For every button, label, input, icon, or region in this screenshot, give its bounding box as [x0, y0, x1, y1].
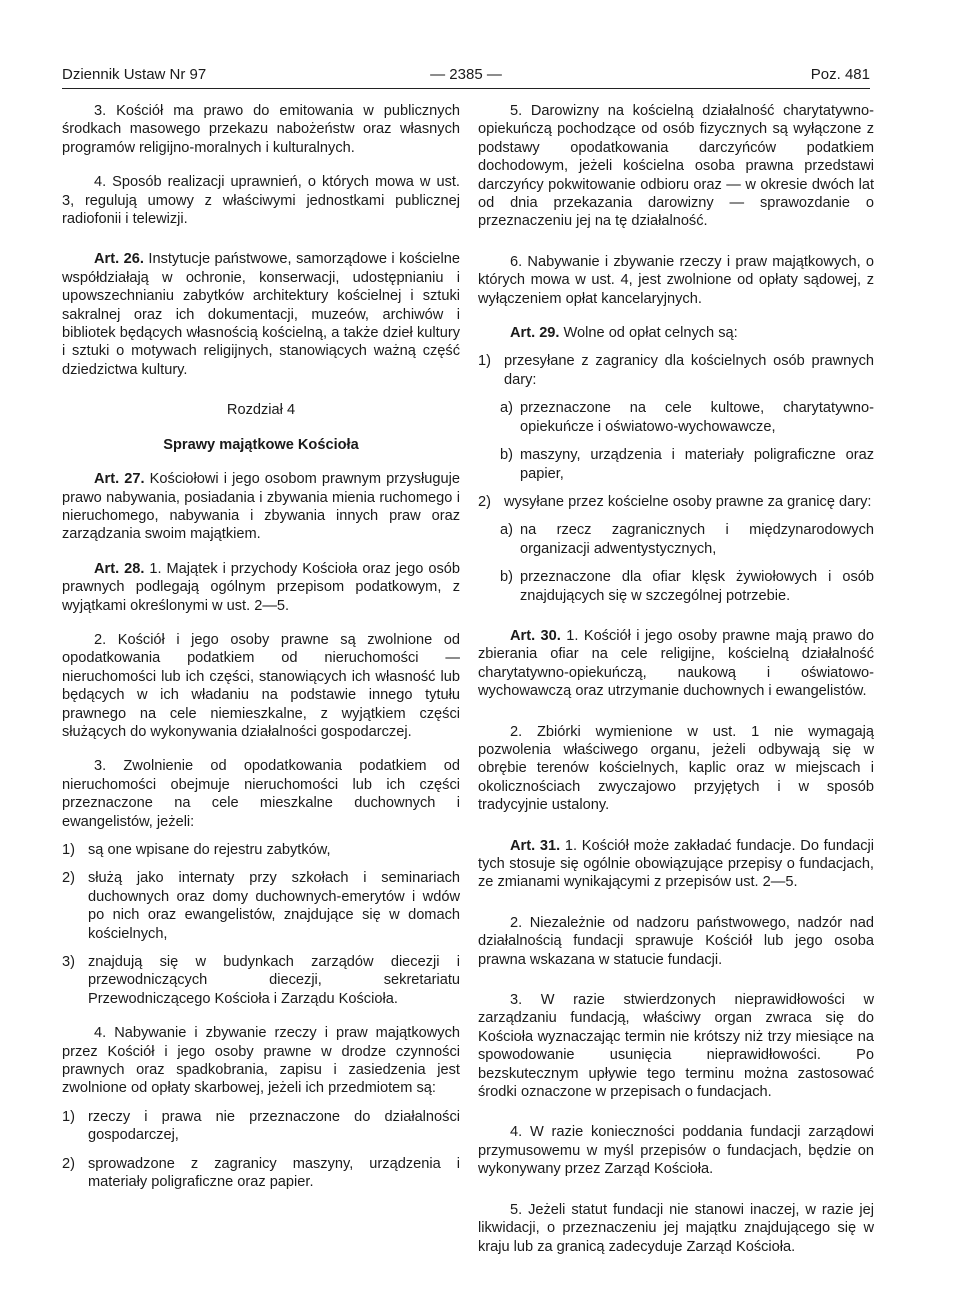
- item-text: rzeczy i prawa nie przeznaczone do działalności gospodarczej,: [88, 1108, 460, 1144]
- item-text: przeznaczone na cele kultowe, charytatywno-opiekuńcze i oświatowo-wychowawcze,: [520, 400, 874, 435]
- art26-label: Art. 26.: [94, 251, 144, 268]
- art30-par1-text: 1. Kościół i jego osoby prawne mają prawo do zbierania ofiar na cele religijne, kościelną działalność charytatywno-opiekuńczą, naukową i oświatowo-wychowawczą oraz utrzymanie duchownych i ewangelistów.: [478, 627, 874, 700]
- list-item: [478, 446, 874, 483]
- art28-par5: 5. Darowizny na kościelną działalność charytatywno-opiekuńczą pochodzące od osób fizycznych są wyłączone z podstawy opodatkowania darczyńców podatkiem dochodowym, jeżeli kościelna osoba prawna przedstawi darczyńcy pokwitowanie odbioru oraz — w okresie dwóch lat od dnia przekazania darowizny — sprawozdanie o przeznaczeniu jej na tę działalność.: [478, 103, 874, 230]
- art28-label: Art. 28.: [94, 560, 145, 577]
- art26: [62, 250, 460, 379]
- art29: [478, 324, 874, 342]
- item-text: przeznaczone dla ofiar klęsk żywiołowych i osób znajdujących się w szczególnej potrzebie.: [520, 569, 874, 604]
- item-text: sprowadzone z zagranicy maszyny, urządzenia i materiały poligraficzne oraz papier.: [88, 1155, 460, 1191]
- item-number: 2): [62, 1155, 75, 1172]
- list-item: [478, 493, 874, 511]
- item-text: przesyłane z zagranicy dla kościelnych osób prawnych dary:: [504, 353, 874, 388]
- art30-par2: 2. Zbiórki wymienione w ust. 1 nie wymagają pozwolenia właściwego organu, jeżeli odbywają się w obrębie terenów kościelnych, kaplic oraz w miejscach i okolicznościach zwyczajowo przyjętych i w sposób tradycyjnie ustalony.: [478, 723, 874, 814]
- art28-par6: 6. Nabywanie i zbywanie rzeczy i praw majątkowych, o których mowa w ust. 4, jest zwolnione od opłaty sądowej, z wyłączeniem opłat kancelaryjnych.: [478, 253, 874, 307]
- art28-par1: [62, 560, 460, 615]
- list-item: [62, 953, 460, 1008]
- art30-label: Art. 30.: [510, 627, 561, 644]
- art31-par4: 4. W razie konieczności poddania fundacji zarządowi przymusowemu w myśl przepisów o fundacjach, będzie on wykonywany przez Zarząd Kościoła.: [478, 1124, 874, 1178]
- item-text: na rzecz zagranicznych i międzynarodowych organizacji adwentystycznych,: [520, 522, 874, 557]
- art28-par2: 2. Kościół i jego osoby prawne są zwolnione od opodatkowania podatkiem od nieruchomości — nieruchomości lub ich części, stanowiących ich własność lub będących w ich władaniu na podstawie innego tytułu prawnego na cele niemieszkalne, z wyjątkiem części służących do wykonywania działalności gospodarczej.: [62, 631, 460, 740]
- chapter-number: Rozdział 4: [226, 402, 296, 419]
- list-item: [62, 869, 460, 943]
- item-number: 1): [62, 1108, 75, 1125]
- list-item: [62, 841, 460, 859]
- art27: [62, 470, 460, 544]
- item-letter: b): [500, 447, 513, 464]
- item-number: 2): [478, 493, 491, 510]
- art25-par4: 4. Sposób realizacji uprawnień, o których mowa w ust. 3, regulują umowy z właściwymi jednostkami publicznej radiofonii i telewizji.: [62, 174, 460, 228]
- item-number: 1): [478, 353, 491, 370]
- art31-par5: 5. Jeżeli statut fundacji nie stanowi inaczej, w razie jej likwidacji, o przeznaczeniu jej majątku znajdującego się w kraju lub za granicą zadecyduje Zarząd Kościoła.: [478, 1201, 874, 1255]
- art26-text: Instytucje państwowe, samorządowe i kościelne współdziałają w ochronie, konserwacji, udostępnianiu i upowszechnianiu zabytków architektury kościelnej i sztuki sakralnej oraz ich dokumentacji, muzeów, archiwów i bibliotek będących własnością kościelną, a także dzieł kultury i sztuki o motywach religijnych, stanowiących ważną część dziedzictwa kultury.: [62, 251, 460, 378]
- art31-par1-text: 1. Kościół może zakładać fundacje. Do fundacji tych stosuje się ogólnie obowiązujące przepisy o fundacjach, ze zmianami wynikającymi z przepisów ust. 2—5.: [478, 837, 874, 891]
- chapter-title: Sprawy majątkowe Kościoła: [163, 436, 359, 453]
- item-letter: a): [500, 400, 513, 417]
- item-number: 1): [62, 842, 75, 858]
- item-text: wysyłane przez kościelne osoby prawne za granicę dary:: [504, 493, 872, 510]
- page-number: — 2385 —: [430, 66, 502, 83]
- art28-par3: 3. Zwolnienie od opodatkowania podatkiem od nieruchomości obejmuje nieruchomości lub ich części przeznaczone na cele mieszkalne duchownych i ewangelistów, jeżeli:: [62, 758, 460, 830]
- art31-par3: 3. W razie stwierdzonych nieprawidłowości w zarządzaniu fundacją, właściwy organ zwraca się do Kościoła wyznaczając termin nie krótszy niż trzy miesiące na spowodowanie usunięcia nieprawidłowości. Po bezskutecznym upływie tego terminu można zastosować środki oznaczone w przepisach o fundacjach.: [478, 992, 874, 1101]
- art28-par4: 4. Nabywanie i zbywanie rzeczy i praw majątkowych przez Kościół i jego osoby prawne w drodze czynności prawnych oraz spadkobrania, zapisu i zasiedzenia jest zwolnione od opłaty skarbowej, jeżeli ich przedmiotem są:: [62, 1025, 460, 1097]
- art30-par1: [478, 627, 874, 701]
- item-letter: a): [500, 522, 513, 539]
- journal-title: Dziennik Ustaw Nr 97: [62, 66, 207, 83]
- item-text: znajdują się w budynkach zarządów diecezji i przewodniczących diecezji, sekretariatu Przewodniczącego Kościoła i Zarządu Kościoła.: [88, 954, 460, 1007]
- item-letter: b): [500, 569, 513, 586]
- right-column: [478, 102, 874, 1256]
- item-number: 2): [62, 870, 75, 887]
- art27-text: Kościołowi i jego osobom prawnym przysługuje prawo nabywania, posiadania i zbywania mienia ruchomego i nieruchomego, nabywania i zbywania innych praw oraz zarządzania swoim majątkiem.: [62, 471, 460, 543]
- art28-par1-text: 1. Majątek i przychody Kościoła oraz jego osób prawnych podlegają ogólnym przepisom podatkowym, z wyjątkami określonymi w ust. 2—5.: [62, 560, 460, 614]
- list-item: [62, 1108, 460, 1145]
- item-text: są one wpisane do rejestru zabytków,: [88, 842, 331, 858]
- list-item: [478, 521, 874, 558]
- art29-label: Art. 29.: [510, 325, 560, 342]
- art27-label: Art. 27.: [94, 471, 145, 488]
- header-rule: [62, 88, 870, 89]
- item-text: służą jako internaty przy szkołach i seminariach duchownych oraz domy duchownych-emerytów i wdów po nich oraz ewangelistów, znajdujące się w domach kościelnych,: [88, 870, 460, 942]
- list-item: [478, 399, 874, 436]
- page-header: [62, 66, 870, 86]
- art25-par3: 3. Kościół ma prawo do emitowania w publicznych środkach masowego przekazu nabożeństw oraz własnych programów religijno-moralnych i kulturalnych.: [62, 103, 460, 156]
- position-number: Poz. 481: [810, 66, 870, 83]
- art31-par2: 2. Niezależnie od nadzoru państwowego, nadzór nad działalnością fundacji sprawuje Kościół lub jego osoba prawna wskazana w statucie fundacji.: [478, 914, 874, 968]
- art29-text: Wolne od opłat celnych są:: [559, 325, 738, 342]
- art31-par1: [478, 837, 874, 892]
- list-item: [62, 1155, 460, 1192]
- item-text: maszyny, urządzenia i materiały poligraficzne oraz papier,: [520, 447, 874, 482]
- list-item: [478, 352, 874, 389]
- art31-label: Art. 31.: [510, 837, 561, 854]
- list-item: [478, 568, 874, 605]
- left-column: [62, 102, 460, 1192]
- item-number: 3): [62, 954, 75, 971]
